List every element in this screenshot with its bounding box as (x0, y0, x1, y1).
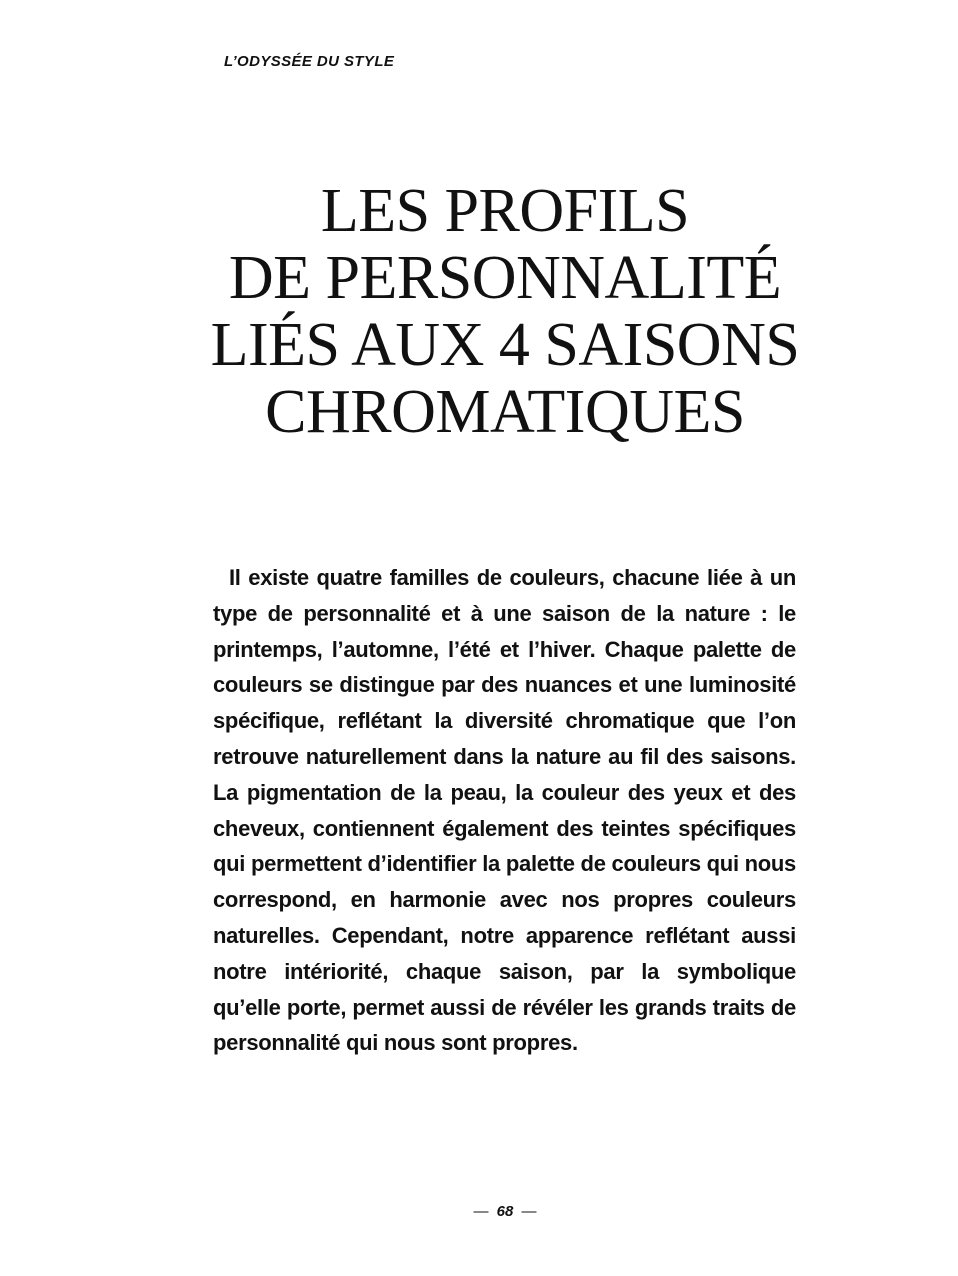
title-line-4: CHROMATIQUES (265, 378, 745, 446)
title-line-1: LES PROFILS (320, 177, 690, 245)
page-number: 68 (496, 1203, 514, 1220)
page-footer (0, 1203, 958, 1220)
title-line-3: LIÉS AUX 4 SAISONS (210, 311, 800, 379)
title-line-2: DE PERSONNALITÉ (228, 244, 782, 312)
running-head: L’ODYSSÉE DU STYLE (224, 53, 395, 70)
folio-dash-left: — (473, 1203, 489, 1220)
folio-dash-right: — (521, 1203, 537, 1220)
body-paragraph: Il existe quatre familles de couleurs, chacune liée à un type de personnalité et à une saison de la nature : le printemps, l’automne, l’été et l’hiver. Chaque palette de couleurs se distingue par des nuances et une luminosité spécifique, reflétant la diversité chromatique que l’on retrouve naturellement dans la nature au fil des saisons. La pigmentation de la peau, la couleur des yeux et des cheveux, contiennent également des teintes spécifiques qui permettent d’identifier la palette de couleurs qui nous correspond, en harmonie avec nos propres couleurs naturelles. Cependant, notre apparence reflétant aussi notre intériorité, chaque saison, par la symbolique qu’elle porte, permet aussi de révéler les grands traits de personnalité qui nous sont propres. (213, 565, 796, 1056)
page-title (180, 178, 830, 446)
